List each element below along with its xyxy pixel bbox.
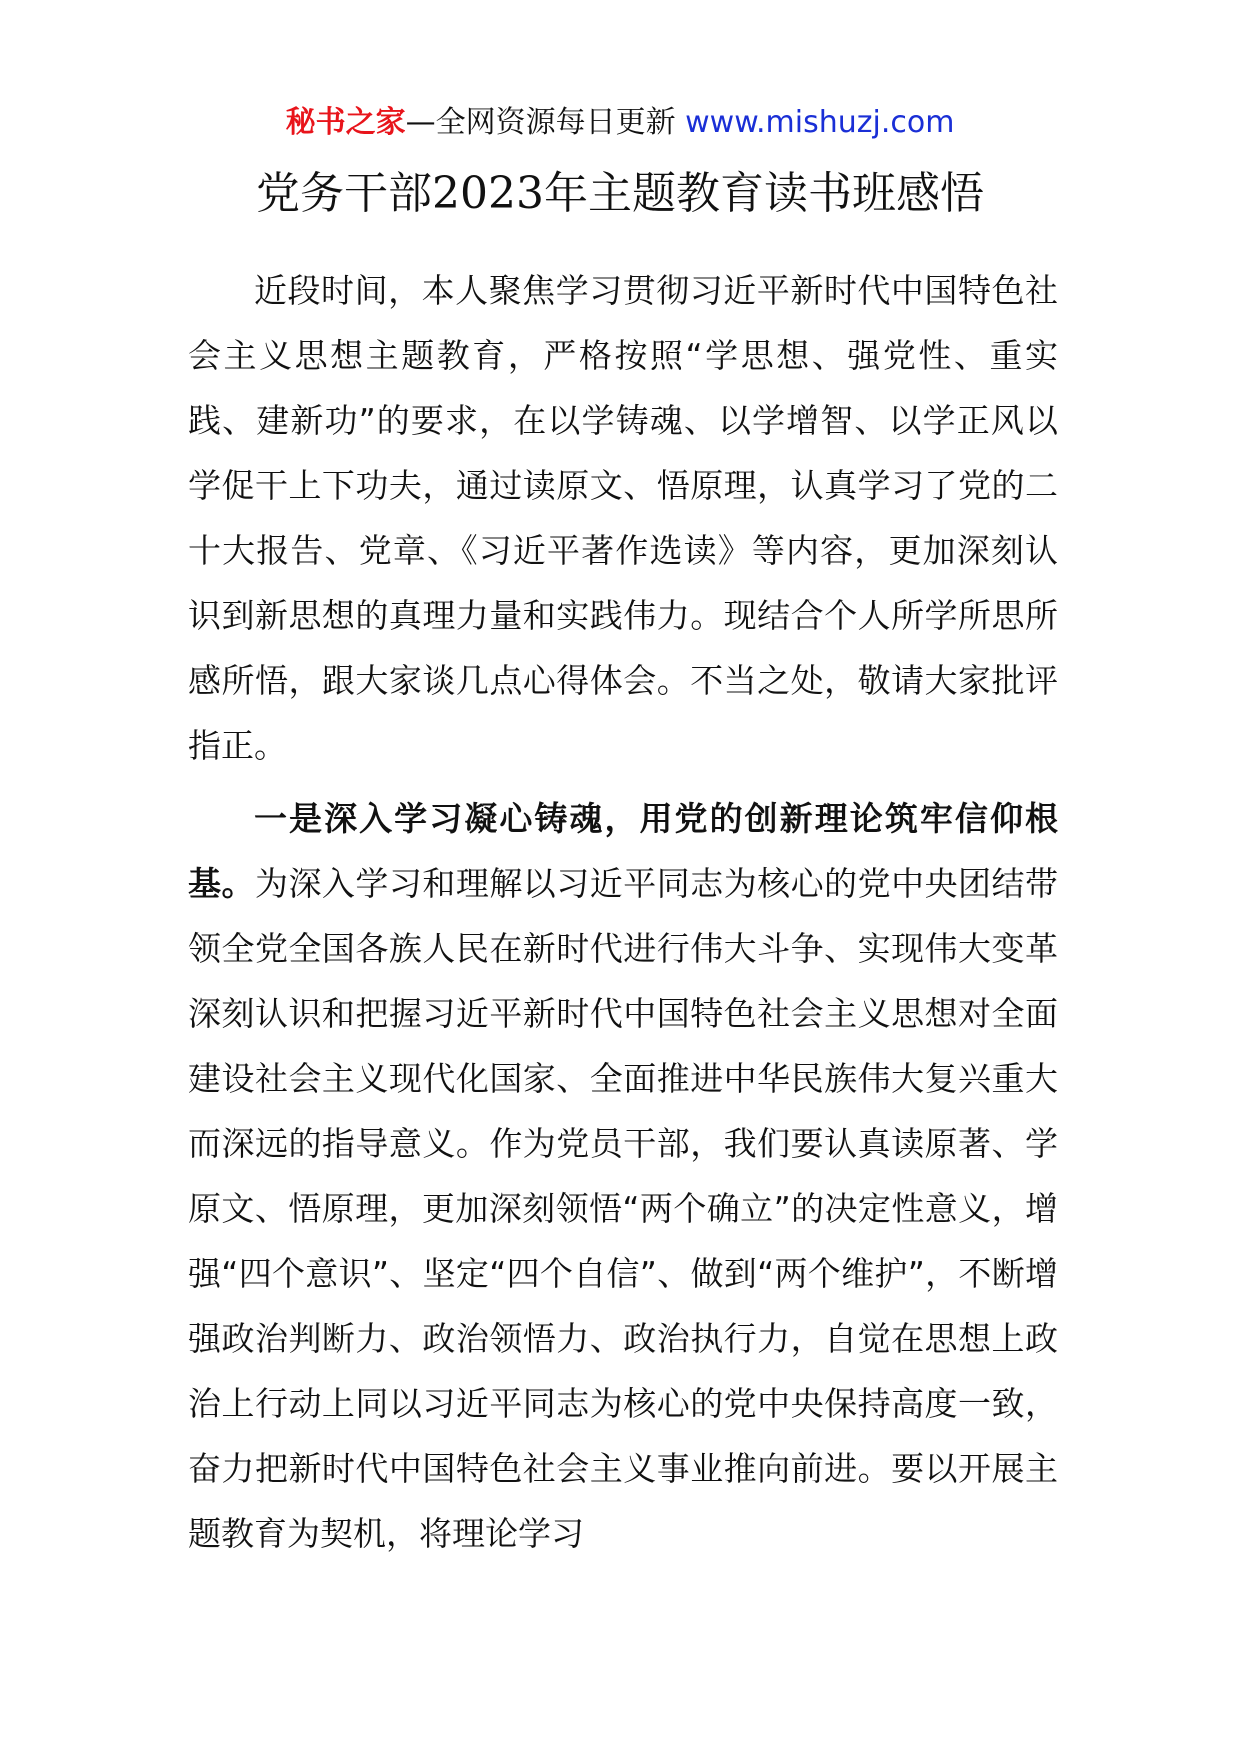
- paragraph-lead-heading: 一是深入学习凝心铸魂，用党的创新理论筑牢信仰根基。: [188, 799, 1058, 903]
- brand-name: 秘书之家: [285, 105, 406, 140]
- site-url-link[interactable]: www.mishuzj.com: [685, 105, 955, 140]
- paragraph-text: 近段时间，本人聚焦学习贯彻习近平新时代中国特色社会主义思想主题教育，严格按照“学思想、强党性、重实践、建新功”的要求，在以学铸魂、以学增智、以学正风以学促干上下功夫，通过读原文、悟原理，认真学习了党的二十大报告、党章、《习近平著作选读》等内容，更加深刻认识到新思想的真理力量和实践伟力。现结合个人所学所思所感所悟，跟大家谈几点心得体会。不当之处，敬请大家批评指正。: [188, 271, 1058, 765]
- paragraph-text: 为深入学习和理解以习近平同志为核心的党中央团结带领全党全国各族人民在新时代进行伟大斗争、实现伟大变革深刻认识和把握习近平新时代中国特色社会主义思想对全面建设社会主义现代化国家、全面推进中华民族伟大复兴重大而深远的指导意义。作为党员干部，我们要认真读原著、学原文、悟原理，更加深刻领悟“两个确立”的决定性意义，增强“四个意识”、坚定“四个自信”、做到“两个维护”，不断增强政治判断力、政治领悟力、政治执行力，自觉在思想上政治上行动上同以习近平同志为核心的党中央保持高度一致，奋力把新时代中国特色社会主义事业推向前进。要以开展主题教育为契机，将理论学习: [188, 864, 1059, 1553]
- paragraph-point-one: [188, 786, 1058, 1566]
- document-title: 党务干部2023年主题教育读书班感悟: [256, 168, 984, 219]
- header-slogan: —全网资源每日更新: [405, 105, 686, 140]
- paragraph-intro: [188, 258, 1058, 778]
- site-header: [0, 100, 1240, 146]
- document-body: [188, 258, 1058, 1566]
